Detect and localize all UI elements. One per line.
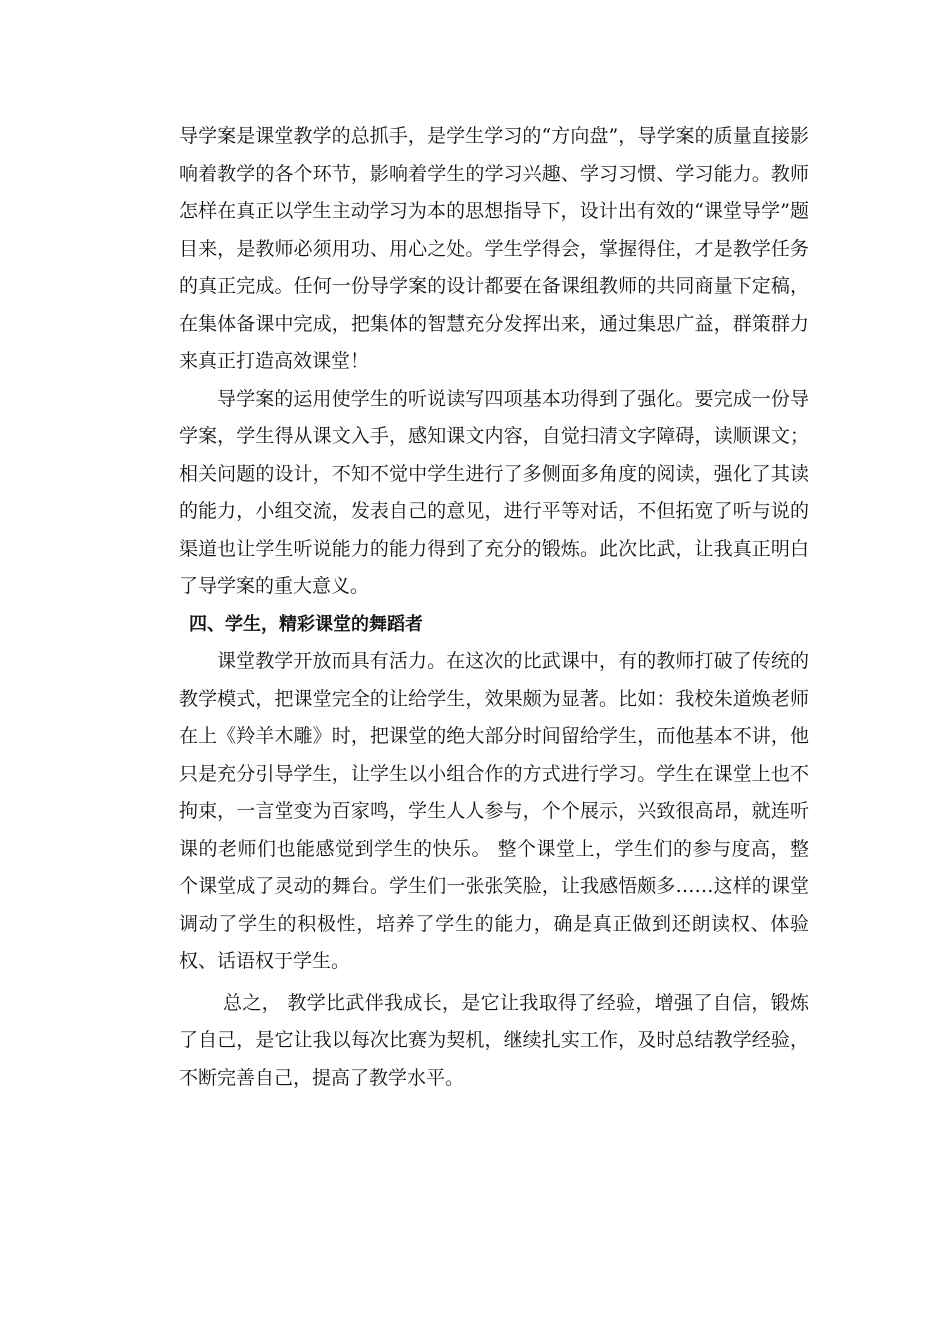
paragraph-conclusion: 总之， 教学比武伴我成长，是它让我取得了经验，增强了自信，锻炼了自己，是它让我以每次比赛为契机，继续扎实工作，及时总结教学经验，不断完善自己，提高了教学水平。: [179, 991, 809, 1089]
paragraph-guided-plan-skills: 导学案的运用使学生的听说读写四项基本功得到了强化。要完成一份导学案，学生得从课文入手，感知课文内容，自觉扫清文字障碍，读顺课文；相关问题的设计，不知不觉中学生进行了多侧面多角度的阅读，强化了其读的能力，小组交流，发表自己的意见，进行平等对话，不但拓宽了听与说的渠道也让学生听说能力的能力得到了充分的锻炼。此次比武，让我真正明白了导学案的重大意义。: [179, 387, 809, 597]
document-body: [179, 118, 809, 1097]
paragraph-student-dancers: 课堂教学开放而具有活力。在这次的比武课中，有的教师打破了传统的教学模式，把课堂完全的让给学生，效果颇为显著。比如：我校朱道焕老师在上《羚羊木雕》时，把课堂的绝大部分时间留给学生，而他基本不讲，他只是充分引导学生，让学生以小组合作的方式进行学习。学生在课堂上也不拘束，一言堂变为百家鸣，学生人人参与，个个展示，兴致很高昂，就连听课的老师们也能感觉到学生的快乐。 整个课堂上，学生们的参与度高，整个课堂成了灵动的舞台。学生们一张张笑脸，让我感悟颇多……这样的课堂调动了学生的积极性，培养了学生的能力，确是真正做到还朗读权、体验权、话语权于学生。: [179, 650, 809, 972]
section-heading: 四、学生，精彩课堂的舞蹈者: [189, 613, 423, 635]
paragraph-guided-plan-importance: 导学案是课堂教学的总抓手，是学生学习的“方向盘”，导学案的质量直接影响着教学的各个环节，影响着学生的学习兴趣、学习习惯、学习能力。教师怎样在真正以学生主动学习为本的思想指导下，设计出有效的“课堂导学”题目来，是教师必须用功、用心之处。学生学得会，掌握得住，才是教学任务的真正完成。任何一份导学案的设计都要在备课组教师的共同商量下定稿，在集体备课中完成，把集体的智慧充分发挥出来，通过集思广益，群策群力来真正打造高效课堂！: [179, 125, 809, 372]
